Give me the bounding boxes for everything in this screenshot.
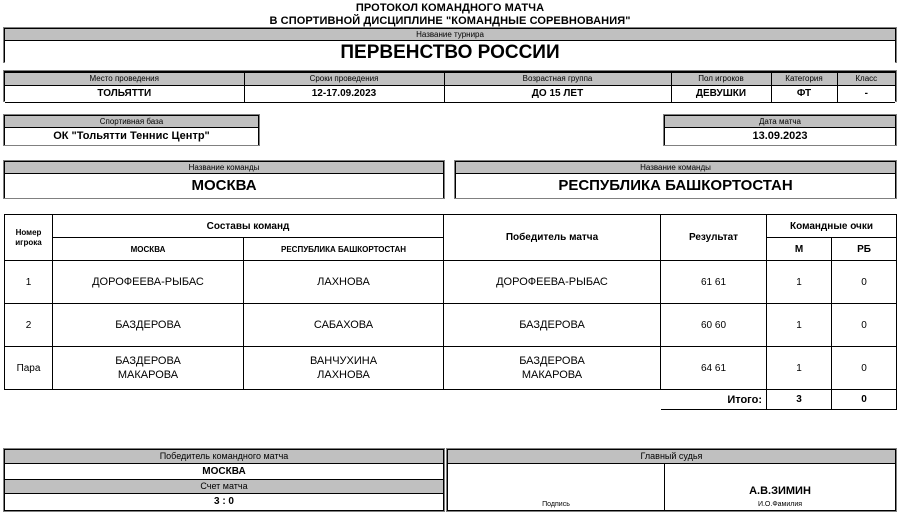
document-title <box>0 2 900 28</box>
row-points-right: 0 <box>832 347 897 390</box>
team-match-winner-label: Победитель командного матча <box>5 450 443 464</box>
info-label-age-group: Возрастная группа <box>444 73 671 86</box>
header-player-number-line1: Номер <box>15 227 42 237</box>
tournament-name-block <box>4 28 896 62</box>
team-right-name: РЕСПУБЛИКА БАШКОРТОСТАН <box>456 174 895 198</box>
event-info-strip <box>4 71 896 101</box>
row-winner: БАЗДЕРОВА <box>444 304 661 347</box>
header-player-number <box>5 215 53 261</box>
header-lineups: Составы команд <box>53 215 444 238</box>
event-info-value-row <box>5 86 895 103</box>
sports-base-value: ОК "Тольятти Теннис Центр" <box>5 128 258 145</box>
header-player-number-line2: игрока <box>15 237 42 247</box>
table-row <box>5 304 897 347</box>
row-winner <box>444 347 661 390</box>
chief-judge-block <box>447 449 896 511</box>
row-result: 64 61 <box>661 347 767 390</box>
header-match-winner: Победитель матча <box>444 215 661 261</box>
event-info-header-row <box>5 73 895 86</box>
row-winner-line1: БАЗДЕРОВА <box>519 355 585 367</box>
row-points-left: 1 <box>767 347 832 390</box>
info-value-venue: ТОЛЬЯТТИ <box>5 86 244 103</box>
info-value-class: - <box>837 86 895 103</box>
row-left-player: ДОРОФЕЕВА-РЫБАС <box>53 261 244 304</box>
title-line-2: В СПОРТИВНОЙ ДИСЦИПЛИНЕ "КОМАНДНЫЕ СОРЕВНОВАНИЯ" <box>269 15 631 27</box>
header-points-left: М <box>767 238 832 261</box>
match-date-block <box>664 115 896 145</box>
match-score-label: Счет матча <box>5 480 443 494</box>
team-right-block <box>455 161 896 198</box>
match-date-label: Дата матча <box>665 116 895 128</box>
team-match-winner-block <box>4 449 444 511</box>
total-points-left: 3 <box>767 390 832 410</box>
row-points-left: 1 <box>767 261 832 304</box>
judge-signature-caption: Подпись <box>542 501 570 508</box>
header-result: Результат <box>661 215 767 261</box>
total-spacer-2 <box>53 390 244 410</box>
header-team-points: Командные очки <box>767 215 897 238</box>
judge-name-caption: И.О.Фамилия <box>757 501 803 508</box>
row-result: 61 61 <box>661 261 767 304</box>
row-left-player <box>53 347 244 390</box>
row-right-player-line1: ВАНЧУХИНА <box>309 355 378 367</box>
judge-name-area <box>665 464 895 510</box>
judge-name-value: А.В.ЗИМИН <box>749 485 811 497</box>
row-winner: ДОРОФЕЕВА-РЫБАС <box>444 261 661 304</box>
table-total-row <box>5 390 897 410</box>
info-label-dates: Сроки проведения <box>244 73 444 86</box>
row-points-right: 0 <box>832 304 897 347</box>
row-number: 2 <box>5 304 53 347</box>
row-left-player-line2: МАКАРОВА <box>117 369 179 381</box>
total-points-right: 0 <box>832 390 897 410</box>
sports-base-label: Спортивная база <box>5 116 258 128</box>
judge-signature-area <box>448 464 665 510</box>
total-label: Итого: <box>661 390 767 410</box>
info-value-age-group: ДО 15 ЛЕТ <box>444 86 671 103</box>
row-right-player-line2: ЛАХНОВА <box>317 369 370 381</box>
team-left-label: Название команды <box>5 162 443 174</box>
team-right-label: Название команды <box>456 162 895 174</box>
match-date-value: 13.09.2023 <box>665 128 895 145</box>
row-right-player: ЛАХНОВА <box>244 261 444 304</box>
info-value-category: ФТ <box>771 86 837 103</box>
match-score-value: 3 : 0 <box>5 494 443 509</box>
table-header-row-1 <box>5 215 897 238</box>
total-spacer-4 <box>444 390 661 410</box>
title-line-1: ПРОТОКОЛ КОМАНДНОГО МАТЧА <box>355 2 545 14</box>
chief-judge-label: Главный судья <box>448 450 895 464</box>
total-spacer-3 <box>244 390 444 410</box>
match-results-table <box>4 214 897 410</box>
row-number: 1 <box>5 261 53 304</box>
row-left-player: БАЗДЕРОВА <box>53 304 244 347</box>
header-lineup-team-right: РЕСПУБЛИКА БАШКОРТОСТАН <box>244 238 444 261</box>
tournament-name-label: Название турнира <box>5 29 895 41</box>
info-label-gender: Пол игроков <box>671 73 771 86</box>
row-number: Пара <box>5 347 53 390</box>
row-result: 60 60 <box>661 304 767 347</box>
sports-base-block <box>4 115 259 145</box>
tournament-name-value: ПЕРВЕНСТВО РОССИИ <box>5 41 895 64</box>
info-value-gender: ДЕВУШКИ <box>671 86 771 103</box>
header-lineup-team-left: МОСКВА <box>53 238 244 261</box>
team-match-winner-value: МОСКВА <box>5 464 443 480</box>
row-winner-line2: МАКАРОВА <box>521 369 583 381</box>
info-label-class: Класс <box>837 73 895 86</box>
team-left-block <box>4 161 444 198</box>
row-left-player-line1: БАЗДЕРОВА <box>115 355 181 367</box>
table-row <box>5 261 897 304</box>
total-spacer-1 <box>5 390 53 410</box>
info-label-category: Категория <box>771 73 837 86</box>
row-right-player: САБАХОВА <box>244 304 444 347</box>
info-label-venue: Место проведения <box>5 73 244 86</box>
row-points-right: 0 <box>832 261 897 304</box>
row-right-player <box>244 347 444 390</box>
row-points-left: 1 <box>767 304 832 347</box>
table-row <box>5 347 897 390</box>
info-value-dates: 12-17.09.2023 <box>244 86 444 103</box>
team-left-name: МОСКВА <box>5 174 443 198</box>
header-points-right: РБ <box>832 238 897 261</box>
